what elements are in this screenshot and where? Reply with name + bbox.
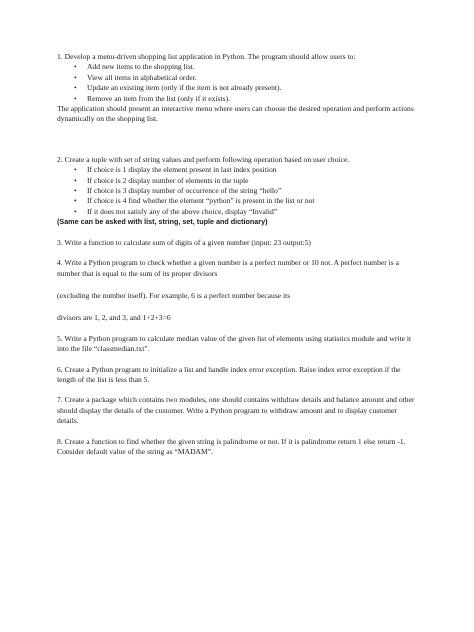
bullet-item: • If choice is 4 find whether the element “python” is present in the list or not	[57, 196, 419, 206]
bullet-item: • Remove an item from the list (only if it exists).	[57, 94, 419, 104]
question-2-text: 2. Create a tuple with set of string values and perform following operation based on user choice.	[57, 154, 350, 164]
question-7: 7. Create a package which contains two modules, one should contains withdraw details and balance amount and other should display the details of the customer. Write a Python program to withdraw amount and to display customer details.	[57, 395, 415, 426]
question-4-continuation: divisors are 1, 2, and 3, and 1+2+3=6	[57, 313, 171, 323]
document-body	[57, 52, 419, 457]
question-5: 5. Write a Python program to calculate median value of the given list of elements using statistics module and write it into the file “classmedian.txt”.	[57, 333, 412, 354]
question-2-note: (Same can be asked with list, string, set, tuple and dictionary)	[57, 217, 268, 227]
spacer	[57, 125, 419, 155]
question-1	[57, 52, 419, 125]
bullet-item: • Add new items to the shopping list.	[57, 62, 419, 72]
question-2-bullet-list	[57, 165, 419, 217]
question-1-bullet-list	[57, 62, 419, 104]
question-4-text: 4. Write a Python program to check whether a given number is a perfect number or 10 not. A perfect number is a number that is equal to the sum of its proper divisors	[57, 258, 400, 278]
bullet-item: • View all items in alphabetical order.	[57, 73, 419, 83]
question-6: 6. Create a Python program to initialize a list and handle index error exception. Raise index error exception if the length of the list is less than 5.	[57, 364, 401, 384]
question-1-text: 1. Develop a menu-driven shopping list application in Python. The program should allow users to:	[57, 52, 356, 61]
question-8: 8. Create a function to find whether the given string is palindrome or not. If it is palindrome return 1 else return -1. Consider default value of the string as “MADAM”.	[57, 436, 406, 456]
bullet-item: • Update an existing item (only if the item is not already present).	[57, 83, 419, 93]
question-1-description: The application should present an interactive menu where users can choose the desired operation and perform actions dynamically on the shopping list.	[57, 104, 414, 124]
question-3: 3. Write a function to calculate sum of digits of a given number (input: 23 output:5)	[57, 237, 311, 247]
question-2	[57, 155, 419, 228]
bullet-item: • If choice is 2 display number of elements in the tuple	[57, 176, 419, 186]
question-4-continuation: (excluding the number itself). For example, 6 is a perfect number because its	[57, 290, 291, 300]
bullet-item: • If choice is 1 display the element present in last index position	[57, 165, 419, 175]
bullet-item: • If it does not satisfy any of the above choice, display “Invalid”	[57, 207, 419, 217]
question-4	[57, 258, 419, 324]
bullet-item: • If choice is 3 display number of occurrence of the string “hello”	[57, 186, 419, 196]
